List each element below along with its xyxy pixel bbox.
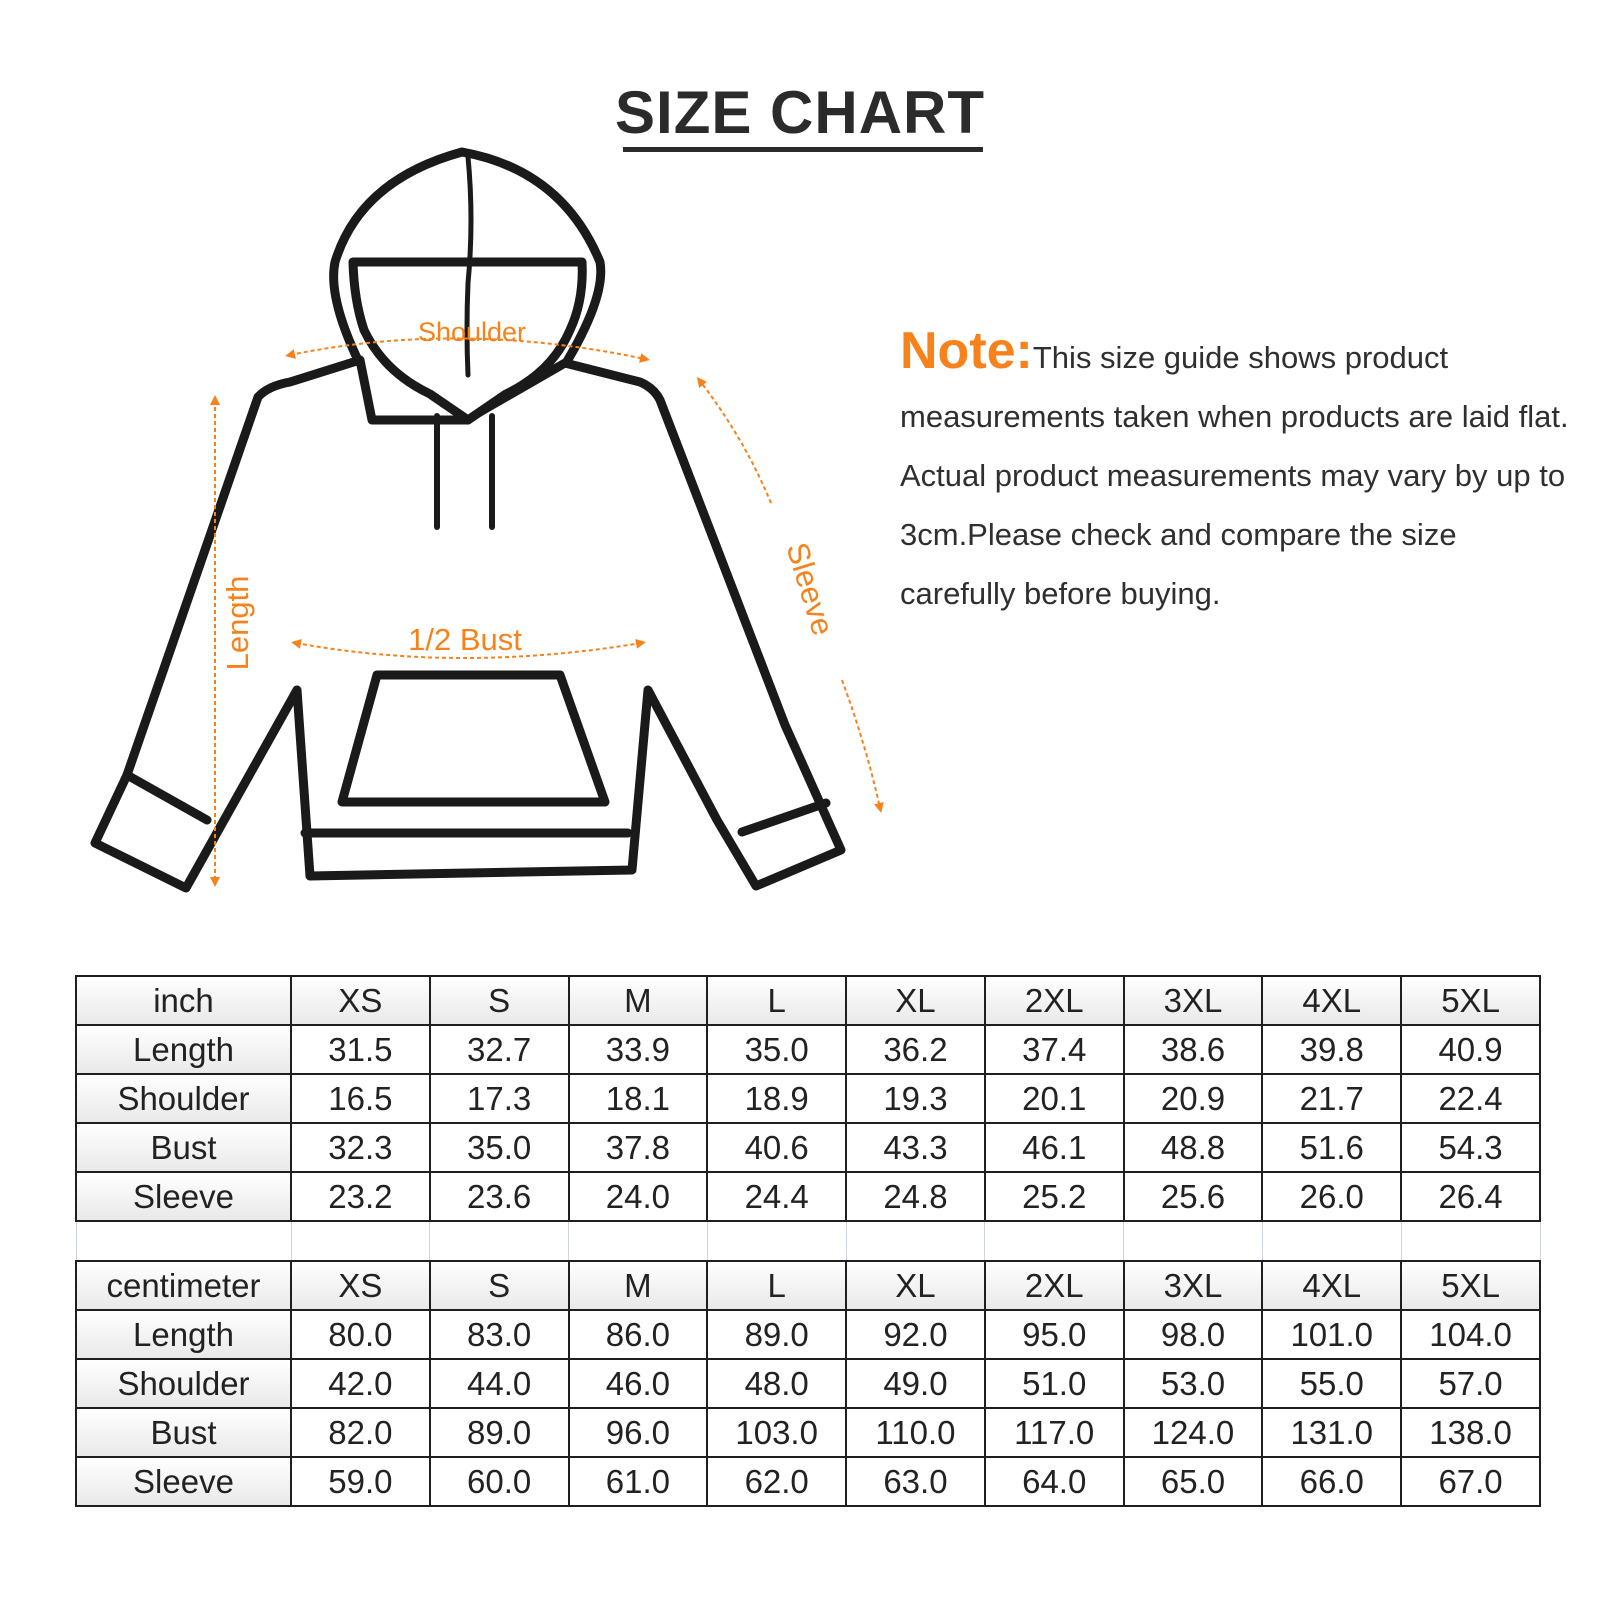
table-cell: 96.0 [569, 1408, 708, 1457]
table-cell: 26.4 [1401, 1172, 1540, 1221]
inch-size-3xl: 3XL [1124, 976, 1263, 1025]
table-cell: 66.0 [1262, 1457, 1401, 1506]
table-row [76, 1025, 1540, 1074]
table-cell: 104.0 [1401, 1310, 1540, 1359]
table-cell: 60.0 [430, 1457, 569, 1506]
table-cell: 18.1 [569, 1074, 708, 1123]
inch-size-l: L [707, 976, 846, 1025]
table-cell: 44.0 [430, 1359, 569, 1408]
table-row [76, 1172, 1540, 1221]
table-cell: 98.0 [1124, 1310, 1263, 1359]
table-cell: 21.7 [1262, 1074, 1401, 1123]
table-cell: 18.9 [707, 1074, 846, 1123]
table-cell: 35.0 [707, 1025, 846, 1074]
table-cell: 131.0 [1262, 1408, 1401, 1457]
table-cell: 31.5 [291, 1025, 430, 1074]
cm-unit-cell: centimeter [76, 1261, 291, 1310]
kangaroo-pocket [342, 675, 605, 802]
table-cell: 37.4 [985, 1025, 1124, 1074]
cm-size-2xl: 2XL [985, 1261, 1124, 1310]
length-label: Length [220, 575, 255, 671]
table-cell: 35.0 [430, 1123, 569, 1172]
table-cell: 32.7 [430, 1025, 569, 1074]
table-cell: 67.0 [1401, 1457, 1540, 1506]
table-cell: 89.0 [707, 1310, 846, 1359]
table-cell: 24.0 [569, 1172, 708, 1221]
table-cell: 48.0 [707, 1359, 846, 1408]
table-cell: 23.6 [430, 1172, 569, 1221]
table-cell: 36.2 [846, 1025, 985, 1074]
table-cell: 42.0 [291, 1359, 430, 1408]
table-cell: 54.3 [1401, 1123, 1540, 1172]
table-cell: 61.0 [569, 1457, 708, 1506]
table-cell: 53.0 [1124, 1359, 1263, 1408]
inch-size-s: S [430, 976, 569, 1025]
inch-size-5xl: 5XL [1401, 976, 1540, 1025]
table-cell: 24.8 [846, 1172, 985, 1221]
table-row [76, 1408, 1540, 1457]
table-cell: 23.2 [291, 1172, 430, 1221]
table-cell: 51.6 [1262, 1123, 1401, 1172]
table-cell: 64.0 [985, 1457, 1124, 1506]
table-cell: 48.8 [1124, 1123, 1263, 1172]
table-cell: 16.5 [291, 1074, 430, 1123]
cm-size-l: L [707, 1261, 846, 1310]
table-cell: 32.3 [291, 1123, 430, 1172]
table-cell: 92.0 [846, 1310, 985, 1359]
inch-unit-cell: inch [76, 976, 291, 1025]
size-tables [75, 975, 1541, 1507]
row-label: Sleeve [76, 1172, 291, 1221]
cm-size-xs: XS [291, 1261, 430, 1310]
table-cell: 38.6 [1124, 1025, 1263, 1074]
note-label: Note: [900, 322, 1033, 380]
table-cell: 138.0 [1401, 1408, 1540, 1457]
table-cell: 40.9 [1401, 1025, 1540, 1074]
table-cell: 37.8 [569, 1123, 708, 1172]
inch-size-xl: XL [846, 976, 985, 1025]
table-cell: 43.3 [846, 1123, 985, 1172]
row-label: Length [76, 1310, 291, 1359]
row-label: Bust [76, 1408, 291, 1457]
table-spacer-row [76, 1221, 1540, 1261]
table-cell: 55.0 [1262, 1359, 1401, 1408]
cm-size-m: M [569, 1261, 708, 1310]
table-cell: 80.0 [291, 1310, 430, 1359]
inch-header-row [76, 976, 1540, 1025]
table-cell: 40.6 [707, 1123, 846, 1172]
inch-size-2xl: 2XL [985, 976, 1124, 1025]
table-cell: 95.0 [985, 1310, 1124, 1359]
table-cell: 62.0 [707, 1457, 846, 1506]
row-label: Length [76, 1025, 291, 1074]
row-label: Shoulder [76, 1359, 291, 1408]
inch-size-m: M [569, 976, 708, 1025]
row-label: Sleeve [76, 1457, 291, 1506]
table-cell: 24.4 [707, 1172, 846, 1221]
table-cell: 103.0 [707, 1408, 846, 1457]
hoodie-outline [95, 152, 841, 888]
table-cell: 26.0 [1262, 1172, 1401, 1221]
table-cell: 63.0 [846, 1457, 985, 1506]
table-row [76, 1359, 1540, 1408]
table-cell: 65.0 [1124, 1457, 1263, 1506]
table-cell: 22.4 [1401, 1074, 1540, 1123]
table-cell: 51.0 [985, 1359, 1124, 1408]
inch-size-xs: XS [291, 976, 430, 1025]
table-cell: 89.0 [430, 1408, 569, 1457]
table-cell: 57.0 [1401, 1359, 1540, 1408]
cm-size-xl: XL [846, 1261, 985, 1310]
table-cell: 46.1 [985, 1123, 1124, 1172]
shoulder-label: Shoulder [417, 317, 527, 347]
table-cell: 117.0 [985, 1408, 1124, 1457]
table-cell: 46.0 [569, 1359, 708, 1408]
table-cell: 110.0 [846, 1408, 985, 1457]
bust-label: 1/2 Bust [408, 622, 522, 657]
table-row [76, 1123, 1540, 1172]
table-cell: 83.0 [430, 1310, 569, 1359]
cm-size-5xl: 5XL [1401, 1261, 1540, 1310]
size-note [900, 322, 1570, 623]
cm-size-4xl: 4XL [1262, 1261, 1401, 1310]
sleeve-arrow-lower [842, 680, 880, 808]
table-row [76, 1457, 1540, 1506]
table-cell: 19.3 [846, 1074, 985, 1123]
table-cell: 17.3 [430, 1074, 569, 1123]
table-cell: 101.0 [1262, 1310, 1401, 1359]
table-cell: 20.1 [985, 1074, 1124, 1123]
row-label: Bust [76, 1123, 291, 1172]
table-cell: 59.0 [291, 1457, 430, 1506]
cm-header-row [76, 1261, 1540, 1310]
sleeve-label: Sleeve [779, 538, 841, 640]
cm-size-s: S [430, 1261, 569, 1310]
table-cell: 33.9 [569, 1025, 708, 1074]
hoodie-diagram [80, 130, 910, 910]
table-cell: 49.0 [846, 1359, 985, 1408]
inch-size-4xl: 4XL [1262, 976, 1401, 1025]
cm-size-3xl: 3XL [1124, 1261, 1263, 1310]
table-row [76, 1310, 1540, 1359]
page-title: SIZE CHART [615, 79, 985, 146]
size-table [75, 975, 1541, 1507]
table-cell: 25.6 [1124, 1172, 1263, 1221]
table-cell: 124.0 [1124, 1408, 1263, 1457]
table-cell: 20.9 [1124, 1074, 1263, 1123]
table-cell: 86.0 [569, 1310, 708, 1359]
table-cell: 25.2 [985, 1172, 1124, 1221]
row-label: Shoulder [76, 1074, 291, 1123]
table-row [76, 1074, 1540, 1123]
table-cell: 39.8 [1262, 1025, 1401, 1074]
note-text: This size guide shows product measurements taken when products are laid flat. Actual product measurements may vary by up to 3cm.Please check and compare the size carefully before buying. [900, 340, 1569, 611]
table-cell: 82.0 [291, 1408, 430, 1457]
sleeve-arrow-upper [700, 381, 771, 503]
